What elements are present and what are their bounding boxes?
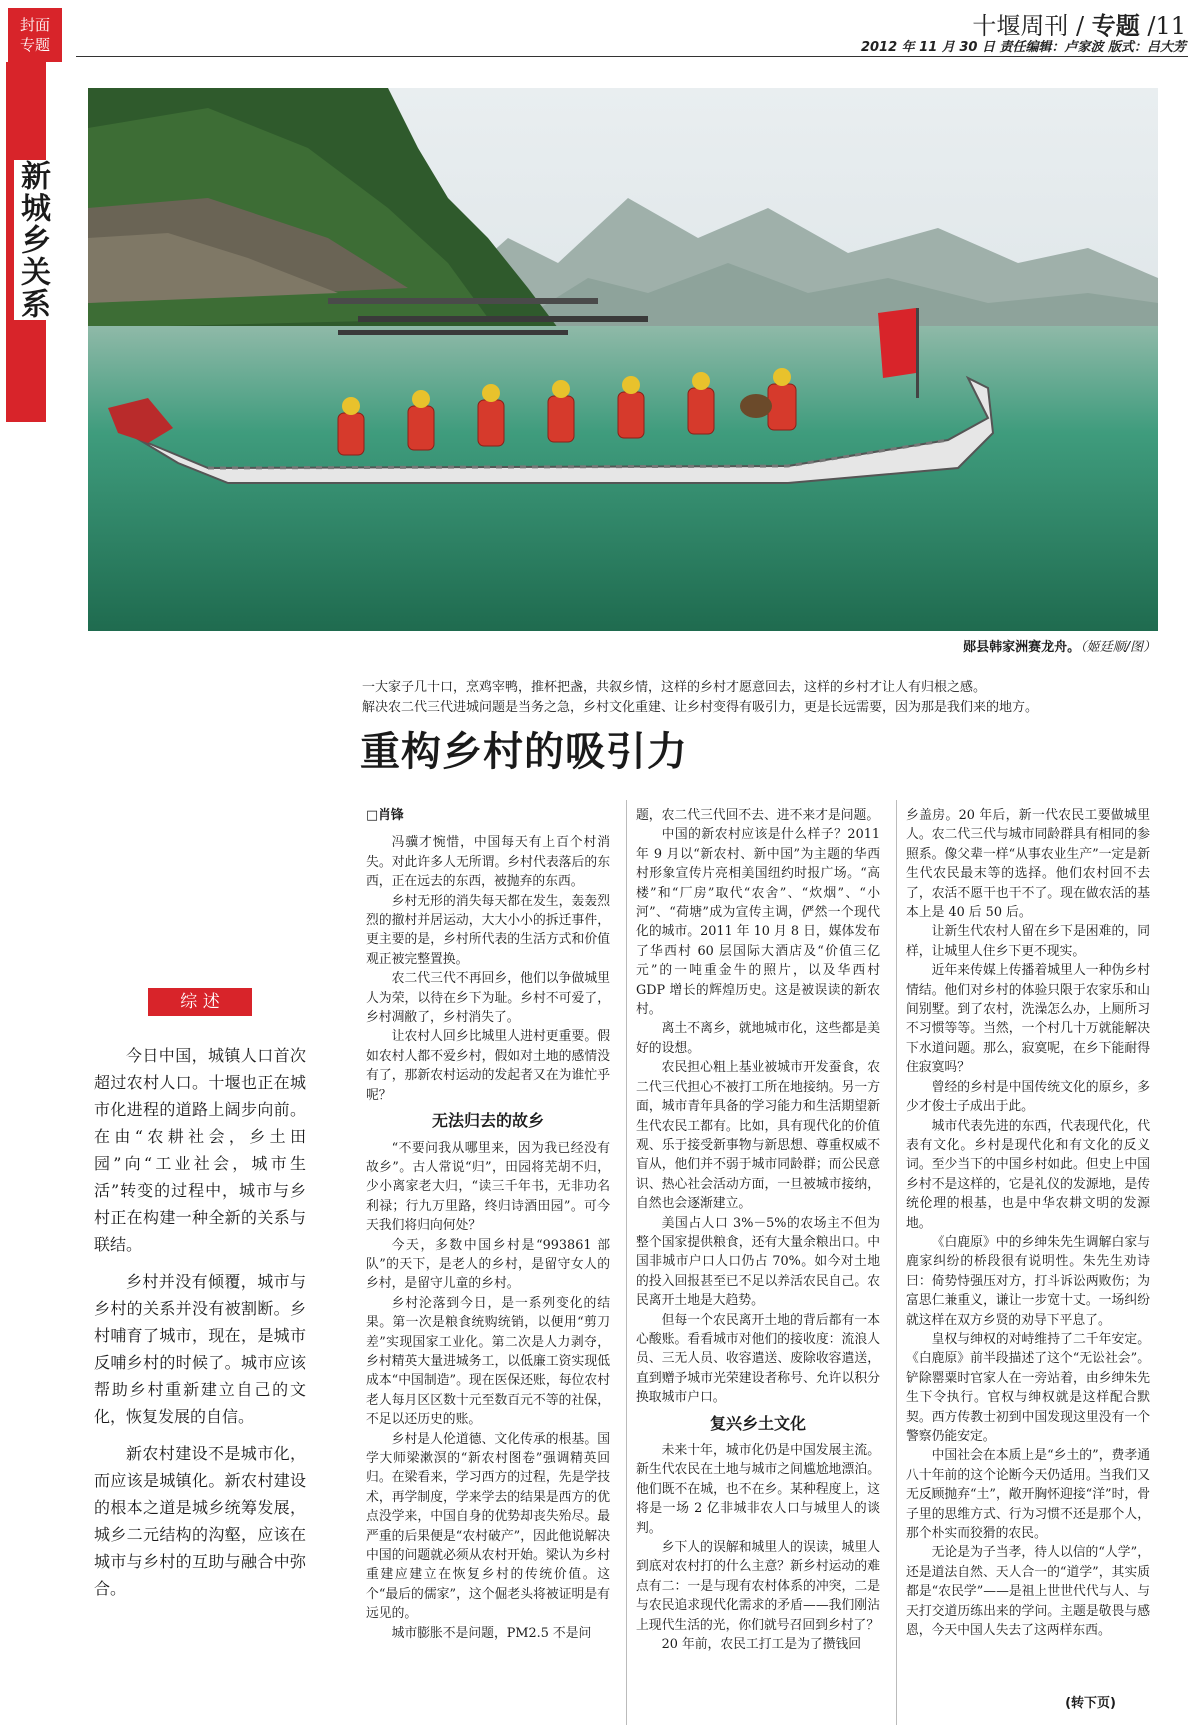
article-column-2	[636, 806, 880, 1654]
continued-note: (转下页)	[1065, 1696, 1116, 1711]
masthead-page: /11	[1147, 12, 1186, 40]
paragraph: “不要问我从哪里来，因为我已经没有故乡”。古人常说“归”，田园将芜胡不归，少小离家老大归，“读三千年书，无非功名利禄；行九万里路，终归诗酒田园”。可今天我们将归向何处？	[366, 1140, 610, 1234]
paragraph: 曾经的乡村是中国传统文化的原乡，多少才俊士子成出于此。	[906, 1079, 1150, 1115]
paragraph: 乡村无形的消失每天都在发生，轰轰烈烈的撤村并居运动，大大小小的拆迁事件，更主要的是，乡村所代表的生活方式和价值观正被完整置换。	[366, 893, 610, 967]
summary-paragraph: 今日中国，城镇人口首次超过农村人口。十堰也正在城市化进程的道路上阔步向前。在由“农耕社会，乡土田园”向“工业社会，城市生活”转变的过程中，城市与乡村正在构建一种全新的关系与联结。	[94, 1046, 306, 1254]
photo-illustration	[88, 88, 1158, 631]
paragraph: 城市膨胀不是问题，PM2.5 不是问	[391, 1625, 592, 1641]
paragraph: 无论是为子当孝，待人以信的“人学”，还是道法自然、天人合一的“道学”，其实质都是“农民学”——是祖上世世代代与人、与天打交道历练出来的学问。主题是敬畏与感恩，今天中国人失去了这两样东西。	[906, 1545, 1150, 1639]
article-deck	[362, 678, 1162, 718]
paragraph: 农民担心粗上基业被城市开发蚕食，农二代三代担心不被打工所在地接纳。另一方面，城市青年具备的学习能力和生活期望新生代农民工都有。比如，具有现代化的价值观、乐于接受新事物与新思想、尊重权威不盲从，他们并不弱于城市同龄群；而公民意识、热心社会活动方面，一旦被城市接纳，自然也会逐渐建立。	[636, 1060, 880, 1212]
article-column-3	[906, 806, 1150, 1640]
photo-caption	[963, 636, 1156, 655]
deck-line: 一大家子几十口，烹鸡宰鸭，推杯把盏，共叙乡情，这样的乡村才愿意回去，这样的乡村才让人有归根之感。	[362, 680, 987, 695]
summary-badge: 综 述	[148, 988, 252, 1016]
article-headline: 重构乡村的吸引力	[360, 728, 688, 775]
paragraph: 让农村人回乡比城里人进村更重要。假如农村人都不爱乡村，假如对土地的感情没有了，那新农村运动的发起者又在为谁忙乎呢？	[366, 1029, 610, 1103]
paragraph: 乡下人的误解和城里人的误读，城里人到底对农村打的什么主意？新乡村运动的难点有二：一是与现有农村体系的冲突，二是与农民追求现代化需求的矛盾——我们刚沾上现代生活的光，你们就号召回到乡村了？	[636, 1540, 880, 1633]
paragraph: 皇权与绅权的对峙维持了二千年安定。《白鹿原》前半段描述了这个“无讼社会”。铲除罂粟时官家人在一旁站着，由乡绅朱先生下令执行。官权与绅权就是这样配合默契。西方传教士初到中国发现这里没有一个警察仍能安定。	[906, 1331, 1150, 1444]
paragraph: 中国社会在本质上是“乡土的”，费孝通八十年前的这个论断今天仍适用。当我们又无反顾抛弃“土”，敞开胸怀迎接“洋”时，骨子里的思维方式、行为习惯不还是那个人，那个朴实而狡猾的农民。	[906, 1448, 1150, 1542]
photo-caption-main: 郧县韩家洲赛龙舟。	[963, 640, 1081, 655]
summary-text	[94, 1042, 306, 1612]
masthead-section: 专题	[1091, 11, 1140, 40]
paragraph: 《白鹿原》中的乡绅朱先生调解白家与鹿家纠纷的桥段很有说明性。朱先生劝诗曰：倚势恃强压对方，打斗诉讼两败伤；为富思仁兼重义，谦让一步宽十丈。一场纠纷就这样在双方乡贤的劝导下平息了。	[906, 1234, 1150, 1328]
paragraph: 中国的新农村应该是什么样子？2011 年 9 月以“新农村、新中国”为主题的华西村形象宣传片亮相美国纽约时报广场。“高楼”和“厂房”取代“农舍”、“炊烟”、“小河”、“荷塘”成为宣传主调，俨然一个现代化的城市。2011 年 10 月 8 日，媒体发布了华西村 60 层国际大酒店及“价值三亿元”的一吨重金牛的照片，以及华西村 GDP 增长的辉煌历史。这是被误读的新农村。	[636, 827, 880, 1018]
masthead-paper: 十堰周刊	[972, 12, 1069, 40]
paragraph: 乡村是人伦道德、文化传承的根基。国学大师梁漱溟的“新农村图卷”强调精英回归。在梁看来，学习西方的过程，先是学技术，再学制度，学来学去的结果是西方的优点没学来，中国自身的优势却丧失殆尽。最严重的后果便是“农村破产”，因此他说解决中国的问题就必须从农村开始。梁认为乡村重建应建立在恢复乡村的传统价值。这个“最后的儒家”，这个倔老头将被证明是有远见的。	[366, 1431, 610, 1622]
section-label-text: 新城乡关系	[15, 160, 50, 320]
paragraph: 乡村沦落到今日，是一系列变化的结果。第一次是粮食统购统销，以便用“剪刀差”实现国家工业化。第二次是人力剥夺，乡村精英大量进城务工，以低廉工资实现低成本“中国制造”。现在医保还账，每位农村老人每月区区数十元至数百元不等的社保，不足以还历史的账。	[366, 1295, 610, 1428]
section-tag	[8, 8, 62, 62]
subheading: 复兴乡土文化	[709, 1413, 806, 1433]
article-column-1	[366, 806, 610, 1643]
photo-caption-credit: （姬廷顺/图）	[1080, 640, 1156, 655]
header-rule	[76, 56, 1188, 57]
paragraph: 20 年前，农民工打工是为了攒钱回	[661, 1637, 862, 1653]
section-label	[10, 160, 50, 320]
section-tag-line2: 专题	[19, 36, 50, 54]
paragraph: 题，农二代三代回不去、进不来才是问题。	[636, 808, 880, 823]
article-author: □肖锋	[366, 808, 404, 823]
dateline: 2012 年 11 月 30 日 责任编辑：卢家波 版式：吕大芳	[860, 40, 1186, 55]
masthead-separator: /	[1076, 12, 1085, 40]
column-divider	[896, 800, 897, 1725]
dragon-boat-photo	[88, 88, 1158, 631]
paragraph: 农二代三代不再回乡，他们以争做城里人为荣，以待在乡下为耻。乡村不可爱了，乡村凋敝了，乡村消失了。	[366, 971, 610, 1026]
paragraph: 未来十年，城市化仍是中国发展主流。新生代农民在土地与城市之间尴尬地漂泊。他们既不在城，也不在乡。某种程度上，这将是一场 2 亿非城非农人口与城里人的谈判。	[636, 1443, 880, 1536]
summary-paragraph: 新农村建设不是城市化，而应该是城镇化。新农村建设的根本之道是城乡统筹发展，城乡二元结构的沟壑，应该在城市与乡村的互助与融合中弥合。	[94, 1444, 306, 1598]
deck-line: 解决农二代三代进城问题是当务之急，乡村文化重建、让乡村变得有吸引力，更是长远需要，因为那是我们来的地方。	[362, 700, 1039, 715]
paragraph: 美国占人口 3%－5%的农场主不但为整个国家提供粮食，还有大量余粮出口。中国非城市户口人口仍占 70%。如今对土地的投入回报甚至已不足以养活农民自己。农民离开土地是大趋势。	[636, 1215, 880, 1309]
column-divider	[626, 800, 627, 1725]
subheading: 无法归去的故乡	[431, 1111, 544, 1131]
section-tag-line1: 封面	[19, 16, 50, 34]
paragraph: 冯骥才惋惜，中国每天有上百个村消失。对此许多人无所谓。乡村代表落后的东西，正在远去的东西，被抛弃的东西。	[366, 835, 610, 890]
paragraph: 让新生代农村人留在乡下是困难的，同样，让城里人住乡下更不现实。	[906, 924, 1150, 959]
paragraph: 今天，多数中国乡村是“993861 部队”的天下，是老人的乡村，是留守女人的乡村，是留守儿童的乡村。	[366, 1237, 610, 1292]
paragraph: 但每一个农民离开土地的背后都有一本心酸账。看看城市对他们的接收度：流浪人员、三无人员、收容遣送、废除收容遣送，直到赠予城市光荣建设者称号、允许以积分换取城市户口。	[636, 1312, 880, 1406]
paragraph: 离土不离乡，就地城市化，这些都是美好的设想。	[636, 1021, 880, 1056]
summary-paragraph: 乡村并没有倾覆，城市与乡村的关系并没有被割断。乡村哺育了城市，现在，是城市反哺乡村的时候了。城市应该帮助乡村重新建立自己的文化，恢复发展的自信。	[94, 1272, 306, 1426]
paragraph: 城市代表先进的东西，代表现代化，代表有文化。乡村是现代化和有文化的反义词。至少当下的中国乡村如此。但史上中国乡村不是这样的，它是礼仪的发源地，是传统伦理的根基，也是中华农耕文明的发源地。	[906, 1118, 1150, 1231]
paragraph: 乡盖房。20 年后，新一代农民工要做城里人。农二代三代与城市同龄群具有相同的参照系。像父辈一样“从事农业生产”一定是新生代农民最末等的选择。他们农村回不去了，农活不愿干也干不了。现在做农活的基本上是 40 后 50 后。	[906, 808, 1150, 921]
paragraph: 近年来传媒上传播着城里人一种伪乡村情结。他们对乡村的体验只限于农家乐和山间别墅。到了农村，洗澡怎么办，上厕所习不习惯等等。当然，一个村几十万就能解决下水道问题。那么，寂寞呢，在乡下能耐得住寂寞吗？	[906, 963, 1150, 1076]
